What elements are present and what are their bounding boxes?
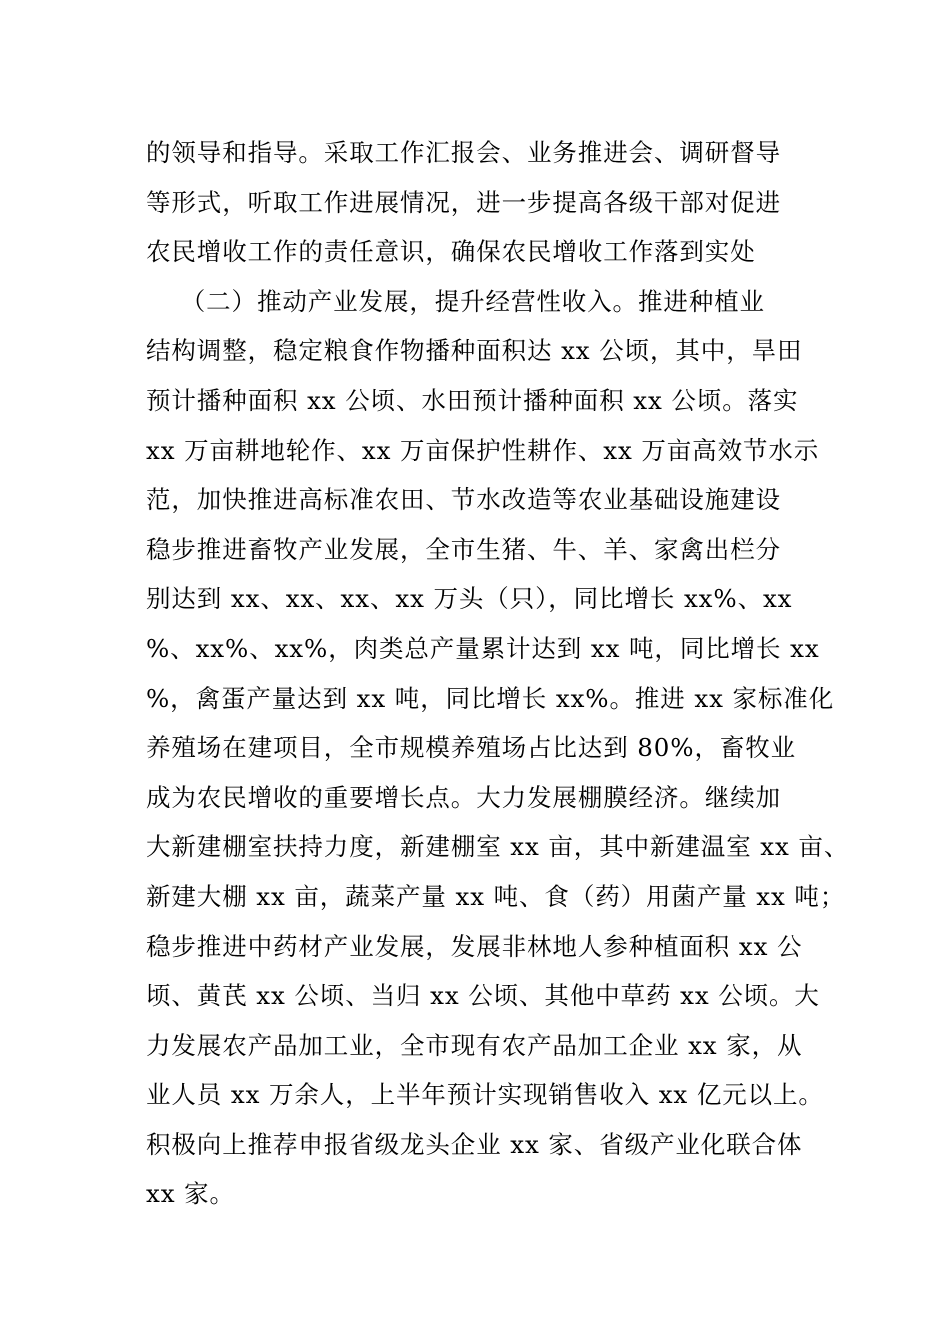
text-line-6: 预计播种面积 xx 公顷、水田预计播种面积 xx 公顷。落实 [146, 385, 799, 415]
text-line-9: 稳步推进畜牧产业发展，全市生猪、牛、羊、家禽出栏分 [146, 534, 781, 564]
text-line-3: 农民增收工作的责任意识，确保农民增收工作落到实处 [146, 237, 756, 267]
text-line-21: 积极向上推荐申报省级龙头企业 xx 家、省级产业化联合体 [146, 1129, 803, 1159]
section-heading-line: （二）推动产业发展，提升经营性收入。推进种植业 [146, 286, 765, 316]
text-line-5: 结构调整，稳定粮食作物播种面积达 xx 公顷，其中，旱田 [146, 336, 803, 366]
text-line-22: xx 家。 [146, 1179, 235, 1209]
text-line-16: 新建大棚 xx 亩，蔬菜产量 xx 吨、食（药）用菌产量 xx 吨； [146, 881, 846, 911]
text-line-18: 顷、黄芪 xx 公顷、当归 xx 公顷、其他中草药 xx 公顷。大 [146, 981, 820, 1011]
text-line-20: 业人员 xx 万余人，上半年预计实现销售收入 xx 亿元以上。 [146, 1080, 824, 1110]
text-line-10: 别达到 xx、xx、xx、xx 万头（只），同比增长 xx%、xx [146, 584, 793, 614]
text-line-1: 的领导和指导。采取工作汇报会、业务推进会、调研督导 [146, 138, 781, 167]
text-line-15: 大新建棚室扶持力度，新建棚室 xx 亩，其中新建温室 xx 亩、 [146, 832, 850, 862]
text-line-14: 成为农民增收的重要增长点。大力发展棚膜经济。继续加 [146, 782, 781, 812]
text-line-2: 等形式，听取工作进展情况，进一步提高各级干部对促进 [146, 187, 781, 217]
text-line-7: xx 万亩耕地轮作、xx 万亩保护性耕作、xx 万亩高效节水示 [146, 435, 820, 465]
text-line-11: %、xx%、xx%，肉类总产量累计达到 xx 吨，同比增长 xx [146, 633, 820, 663]
text-line-17: 稳步推进中药材产业发展，发展非林地人参种植面积 xx 公 [146, 931, 803, 961]
text-line-8: 范，加快推进高标准农田、节水改造等农业基础设施建设 [146, 485, 781, 515]
document-body [146, 128, 850, 1219]
text-line-19: 力发展农产品加工业，全市现有农产品加工企业 xx 家，从 [146, 1030, 803, 1060]
text-line-12: %，禽蛋产量达到 xx 吨，同比增长 xx%。推进 xx 家标准化 [146, 683, 835, 713]
text-line-13: 养殖场在建项目，全市规模养殖场占比达到 80%，畜牧业 [146, 733, 797, 763]
